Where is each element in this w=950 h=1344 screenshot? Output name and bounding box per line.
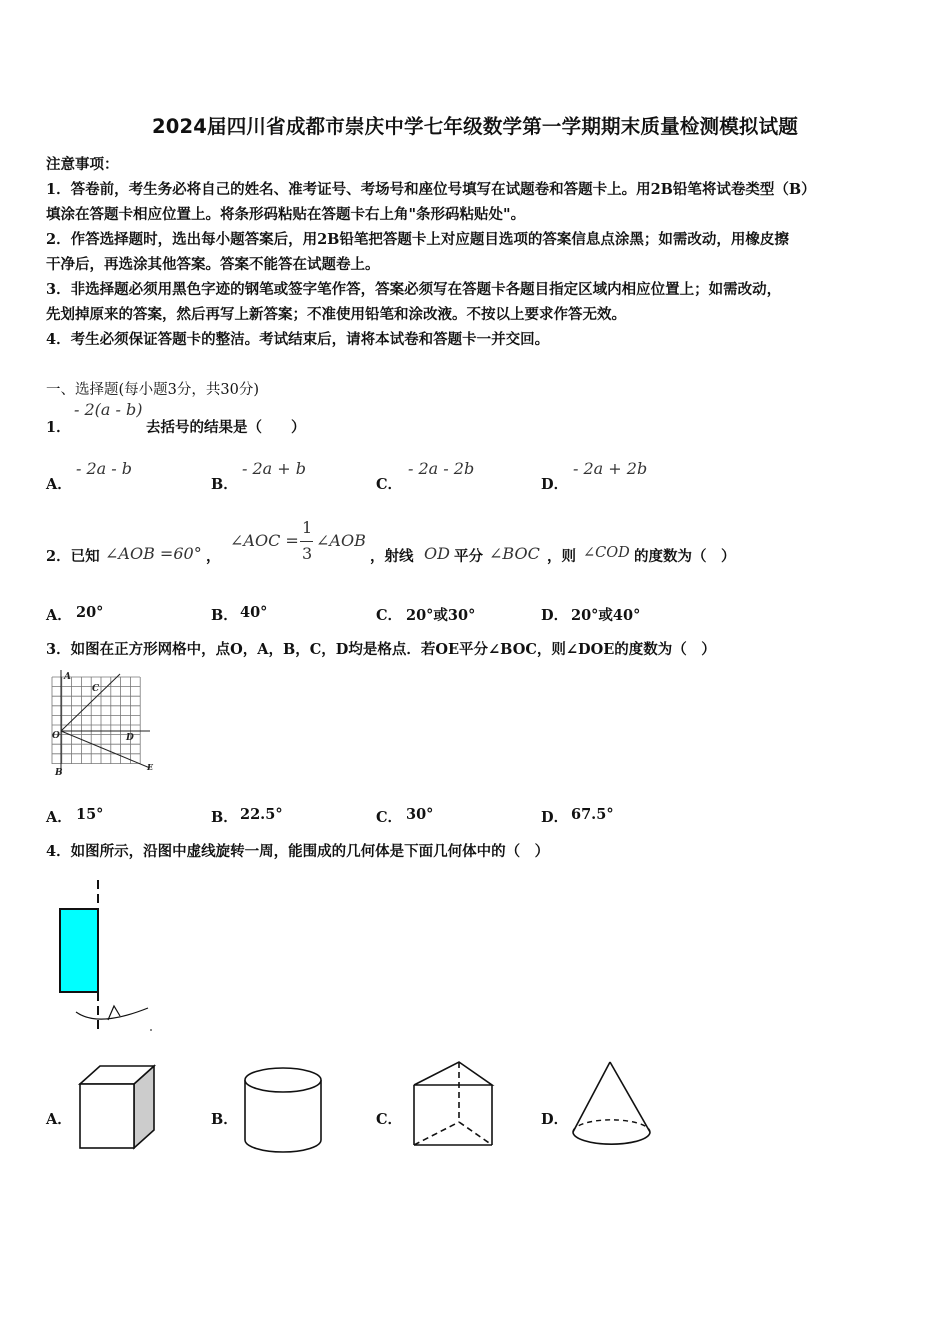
- q2-text-then: ，则: [547, 548, 576, 565]
- q3-option-b-value: 22.5°: [240, 806, 283, 823]
- q3-label: C: [92, 684, 100, 694]
- q3-label: A: [64, 672, 71, 682]
- q4-option-b-label: B．: [211, 1111, 238, 1128]
- q3-label: D: [126, 733, 134, 743]
- notice-line: 填涂在答题卡相应位置上。将条形码粘贴在答题卡右上角"条形码粘贴处"。: [46, 206, 526, 223]
- q3-option-d-label: D．: [541, 809, 569, 826]
- q3-label: O: [52, 731, 60, 741]
- q3-label: B: [55, 768, 63, 778]
- q1-option-b-label: B．: [211, 476, 238, 493]
- q2-text-ray: ，射线: [370, 548, 414, 565]
- cone-icon: [570, 1060, 654, 1152]
- q2-fraction-bar: [300, 541, 313, 542]
- q3-option-a-label: A．: [46, 809, 72, 826]
- notice-line: 2．作答选择题时，选出每小题答案后，用2B铅笔把答题卡上对应题目选项的答案信息点涂黑；如需改动，用橡皮擦: [46, 231, 789, 248]
- q2-fraction-numerator: 1: [302, 518, 313, 537]
- q2-condition-aoc: ∠AOC =: [230, 531, 299, 550]
- q2-option-a-value: 20°: [76, 604, 104, 621]
- q2-text-tail: 的度数为（ ）: [634, 548, 736, 565]
- q2-option-c-label: C．: [376, 607, 403, 624]
- q2-option-b-value: 40°: [240, 604, 268, 621]
- q4-option-a-label: A．: [46, 1111, 72, 1128]
- q4-rotation-figure: [50, 876, 160, 1036]
- q3-text: 3．如图在正方形网格中，点O，A，B，C，D均是格点．若OE平分∠BOC，则∠DOE的度数为（ ）: [46, 641, 716, 658]
- notice-line: 干净后，再选涂其他答案。答案不能答在试题卷上。: [46, 256, 380, 273]
- notice-line: 4．考生必须保证答题卡的整洁。考试结束后，请将本试卷和答题卡一并交回。: [46, 331, 550, 348]
- q2-ray-od: OD: [424, 544, 450, 563]
- q3-option-c-label: C．: [376, 809, 403, 826]
- q2-condition-aob: ∠AOB =60°: [105, 544, 202, 563]
- q1-text: 去括号的结果是（ ）: [146, 419, 306, 436]
- q2-option-d-value: 20°或40°: [571, 607, 641, 624]
- q2-angle-cod: ∠COD: [583, 545, 630, 561]
- q3-option-c-value: 30°: [406, 806, 434, 823]
- q1-option-a-label: A．: [46, 476, 72, 493]
- q3-option-d-value: 67.5°: [571, 806, 614, 823]
- notice-line: 3．非选择题必须用黑色字迹的钢笔或签字笔作答，答案必须写在答题卡各题目指定区域内相应位置上；如需改动，: [46, 281, 782, 298]
- q4-option-d-label: D．: [541, 1111, 569, 1128]
- q4-text: 4．如图所示，沿图中虚线旋转一周，能围成的几何体是下面几何体中的（ ）: [46, 843, 550, 860]
- q4-dot: [150, 1029, 152, 1031]
- q4-rotating-rectangle: [60, 909, 98, 992]
- q1-option-d-value: - 2a + 2b: [573, 459, 648, 478]
- page-title: 2024届四川省成都市崇庆中学七年级数学第一学期期末质量检测模拟试题: [151, 115, 799, 138]
- q1-option-c-value: - 2a - 2b: [408, 459, 475, 478]
- q1-option-c-label: C．: [376, 476, 403, 493]
- q1-expression: - 2(a - b): [74, 400, 143, 419]
- q4-option-c-label: C．: [376, 1111, 403, 1128]
- notice-line: 先划掉原来的答案，然后再写上新答案；不准使用铅笔和涂改液。不按以上要求作答无效。: [46, 306, 626, 323]
- q2-text-bisect: 平分: [454, 548, 483, 565]
- q2-fraction-denominator: 3: [302, 544, 313, 563]
- section-heading: 一、选择题(每小题3分，共30分): [46, 382, 259, 398]
- q3-option-a-value: 15°: [76, 806, 104, 823]
- q2-option-c-value: 20°或30°: [406, 607, 476, 624]
- q3-grid-figure: [46, 668, 158, 780]
- q1-option-a-value: - 2a - b: [76, 459, 133, 478]
- cube-icon: [76, 1060, 158, 1154]
- notice-line: 1．答卷前，考生务必将自己的姓名、准考证号、考场号和座位号填写在试题卷和答题卡上。用2B铅笔将试卷类型（B）: [46, 181, 816, 198]
- q2-separator: ，: [206, 548, 221, 565]
- q3-label: E: [147, 762, 154, 772]
- q2-condition-aob-ref: ∠AOB: [316, 531, 366, 550]
- notice-heading: 注意事项：: [46, 156, 119, 173]
- q2-angle-boc: ∠BOC: [489, 544, 540, 563]
- q3-option-b-label: B．: [211, 809, 238, 826]
- q2-option-a-label: A．: [46, 607, 72, 624]
- triangular-prism-icon: [410, 1058, 496, 1152]
- q1-number: 1．: [46, 419, 71, 436]
- q3-rays: [61, 670, 150, 772]
- q2-number: 2．已知: [46, 548, 100, 565]
- q1-option-d-label: D．: [541, 476, 569, 493]
- q2-option-b-label: B．: [211, 607, 238, 624]
- q2-option-d-label: D．: [541, 607, 569, 624]
- cylinder-icon: [242, 1064, 324, 1156]
- q1-option-b-value: - 2a + b: [242, 459, 307, 478]
